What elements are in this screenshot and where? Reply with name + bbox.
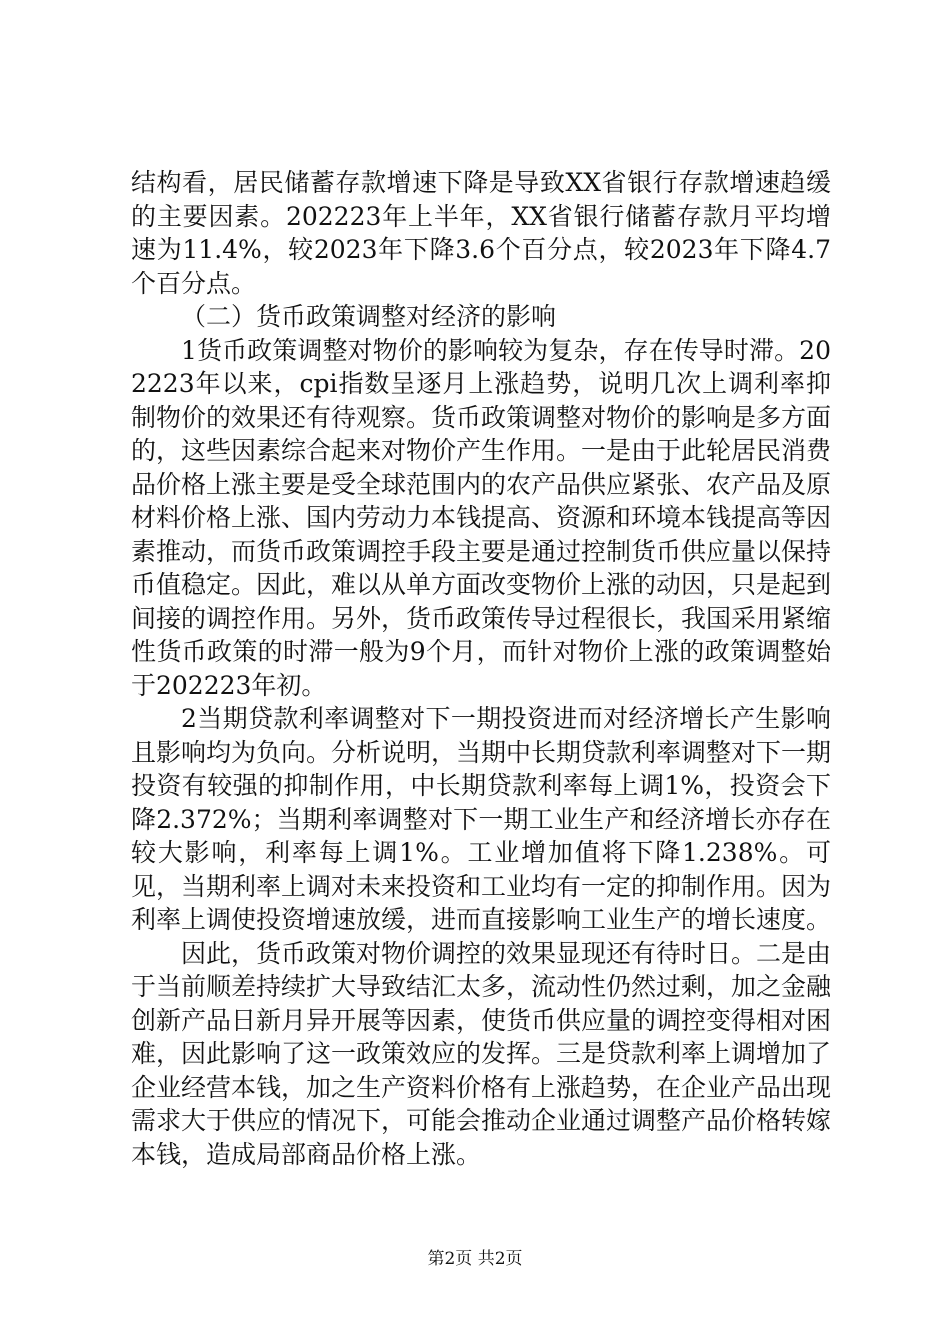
paragraph-conclusion: 因此，货币政策对物价调控的效果显现还有待时日。二是由于当前顺差持续扩大导致结汇太多，流动性仍然过剩，加之金融创新产品日新月异开展等因素，使货币供应量的调控变得相对困难，因此影响了这一政策效应的发挥。三是贷款利率上调增加了企业经营本钱，加之生产资料价格有上涨趋势，在企业产品出现需求大于供应的情况下，可能会推动企业通过调整产品价格转嫁本钱，造成局部商品价格上涨。 (131, 938, 832, 1169)
document-body (131, 166, 831, 1171)
page-number-footer: 第2页 共2页 (427, 1249, 523, 1269)
paragraph-savings-structure: 结构看，居民储蓄存款增速下降是导致XX省银行存款增速趋缓的主要因素。202223年上半年，XX省银行储蓄存款月平均增速为11.4%，较2023年下降3.6个百分点，较2023年下降4.7个百分点。 (131, 168, 831, 298)
paragraph-interest-rate-impact: 2当期贷款利率调整对下一期投资进而对经济增长产生影响且影响均为负向。分析说明，当期中长期贷款利率调整对下一期投资有较强的抑制作用，中长期贷款利率每上调1%，投资会下降2.372%；当期利率调整对下一期工业生产和经济增长亦存在较大影响，利率每上调1%。工业增加值将下降1.238%。可见，当期利率上调对未来投资和工业均有一定的抑制作用。因为利率上调使投资增速放缓，进而直接影响工业生产的增长速度。 (131, 704, 832, 934)
paragraph-price-impact: 1货币政策调整对物价的影响较为复杂，存在传导时滞。202223年以来，cpi指数呈逐月上涨趋势，说明几次上调利率抑制物价的效果还有待观察。货币政策调整对物价的影响是多方面的，这些因素综合起来对物价产生作用。一是由于此轮居民消费品价格上涨主要是受全球范围内的农产品供应紧张、农产品及原材料价格上涨、国内劳动力本钱提高、资源和环境本钱提高等因素推动，而货币政策调控手段主要是通过控制货币供应量以保持币值稳定。因此，难以从单方面改变物价上涨的动因，只是起到间接的调控作用。另外，货币政策传导过程很长，我国采用紧缩性货币政策的时滞一般为9个月，而针对物价上涨的政策调整始于202223年初。 (131, 335, 832, 700)
section-heading-policy-impact: （二）货币政策调整对经济的影响 (181, 302, 557, 331)
